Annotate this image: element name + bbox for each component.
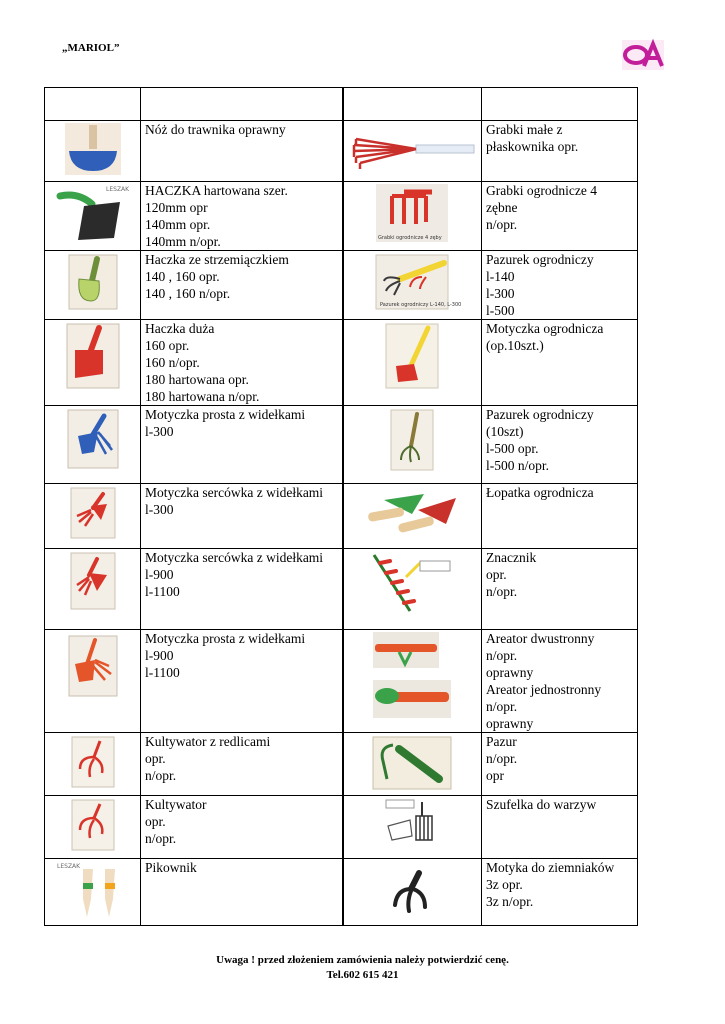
product-table [44,87,638,926]
trowel-icon [362,484,462,542]
order-warning: Uwaga ! przed złożeniem zamówienia należy potwierdzić cenę. [216,954,509,966]
product-image [343,630,482,733]
product-image [343,406,482,484]
product-image [343,182,482,251]
product-description: Pazurek ogrodniczy (10szt) l-500 opr. l-500 n/opr. [482,406,638,484]
svg-text:Grabki ogrodnicze 4 zęby: Grabki ogrodnicze 4 zęby [378,235,442,241]
heart-fork-hoe-large-icon [67,549,119,613]
product-description: Motyczka sercówka z widełkami l-300 [141,484,343,549]
product-image [343,549,482,630]
stirrup-hoe-icon [67,251,119,311]
table-row [45,320,638,406]
table-row [45,121,638,182]
claw-10-icon [387,406,437,474]
table-row [45,733,638,796]
product-image [343,796,482,859]
product-description: Motyczka prosta z widełkami l-900 l-1100 [141,630,343,733]
cultivator-icon [68,796,118,854]
garden-mattock-icon [382,320,442,394]
table-row [45,630,638,733]
table-row [45,549,638,630]
product-description: Areator dwustronny n/opr. oprawny Areator jednostronny n/opr. oprawny [482,630,638,733]
seed-marker-icon [362,549,462,615]
product-description: Pikownik [141,859,343,926]
product-description: Haczka ze strzemiączkiem 140 , 160 opr. 140 , 160 n/opr. [141,251,343,320]
header-cell [45,88,141,121]
product-description: Łopatka ogrodnicza [482,484,638,549]
product-image [343,251,482,320]
phone-number: Tel.602 615 421 [326,969,399,981]
vegetable-scoop-icon [382,796,442,848]
header-cell [482,88,638,121]
footer [0,953,725,983]
table-row [45,406,638,484]
header-cell [343,88,482,121]
small-rake-icon [346,121,478,177]
product-image [45,796,141,859]
svg-text:LESZAK: LESZAK [105,186,129,193]
company-logo-icon [622,40,664,70]
product-description: Grabki ogrodnicze 4 zębne n/opr. [482,182,638,251]
product-description: Pazur n/opr. opr [482,733,638,796]
product-description: HACZKA hartowana szer. 120mm opr 140mm opr. 140mm n/opr. [141,182,343,251]
header-cell [141,88,343,121]
product-description: Motyka do ziemniaków 3z opr. 3z n/opr. [482,859,638,926]
dibber-icon [53,859,133,921]
product-description: Haczka duża 160 opr. 160 n/opr. 180 hartowana opr. 180 hartowana n/opr. [141,320,343,406]
straight-fork-hoe-icon [64,406,122,472]
product-description: Szufelka do warzyw [482,796,638,859]
lawn-edger-icon [63,121,123,177]
table-row [45,182,638,251]
product-description: Pazurek ogrodniczy l-140 l-300 l-500 [482,251,638,320]
product-image [343,733,482,796]
product-image [45,406,141,484]
svg-text:LESZAK: LESZAK [56,863,80,870]
product-image [45,121,141,182]
product-image [45,549,141,630]
potato-hoe-icon [377,859,447,919]
cultivator-red-icon [68,733,118,791]
product-description: Motyczka sercówka z widełkami l-900 l-1100 [141,549,343,630]
garden-rake-4-icon [374,182,450,244]
product-description: Nóż do trawnika oprawny [141,121,343,182]
product-description: Kultywator z redlicami opr. n/opr. [141,733,343,796]
product-image [45,484,141,549]
table-header-row [45,88,638,121]
table-row [45,859,638,926]
straight-fork-hoe-large-icon [65,630,121,702]
hoe-icon [54,182,132,244]
large-hoe-icon [63,320,123,392]
table-row [45,484,638,549]
product-image [343,484,482,549]
claw-hook-icon [369,733,455,793]
aerator-icon [371,630,453,722]
product-description: Motyczka prosta z widełkami l-300 [141,406,343,484]
garden-claw-icon [374,251,462,311]
product-image [343,320,482,406]
product-image [45,251,141,320]
product-image [45,630,141,733]
table-row [45,251,638,320]
product-description: Grabki małe z płaskownika opr. [482,121,638,182]
table-row [45,796,638,859]
product-description: Motyczka ogrodnicza (op.10szt.) [482,320,638,406]
product-image [343,121,482,182]
heart-fork-hoe-icon [67,484,119,542]
product-image [343,859,482,926]
product-image [45,859,141,926]
product-description: Znacznik opr. n/opr. [482,549,638,630]
product-description: Kultywator opr. n/opr. [141,796,343,859]
svg-text:Pazurek ogrodniczy L-140, L-30: Pazurek ogrodniczy L-140, L-300 [380,302,462,308]
product-image [45,733,141,796]
company-name: „MARIOL” [62,42,120,54]
product-image [45,320,141,406]
product-image [45,182,141,251]
